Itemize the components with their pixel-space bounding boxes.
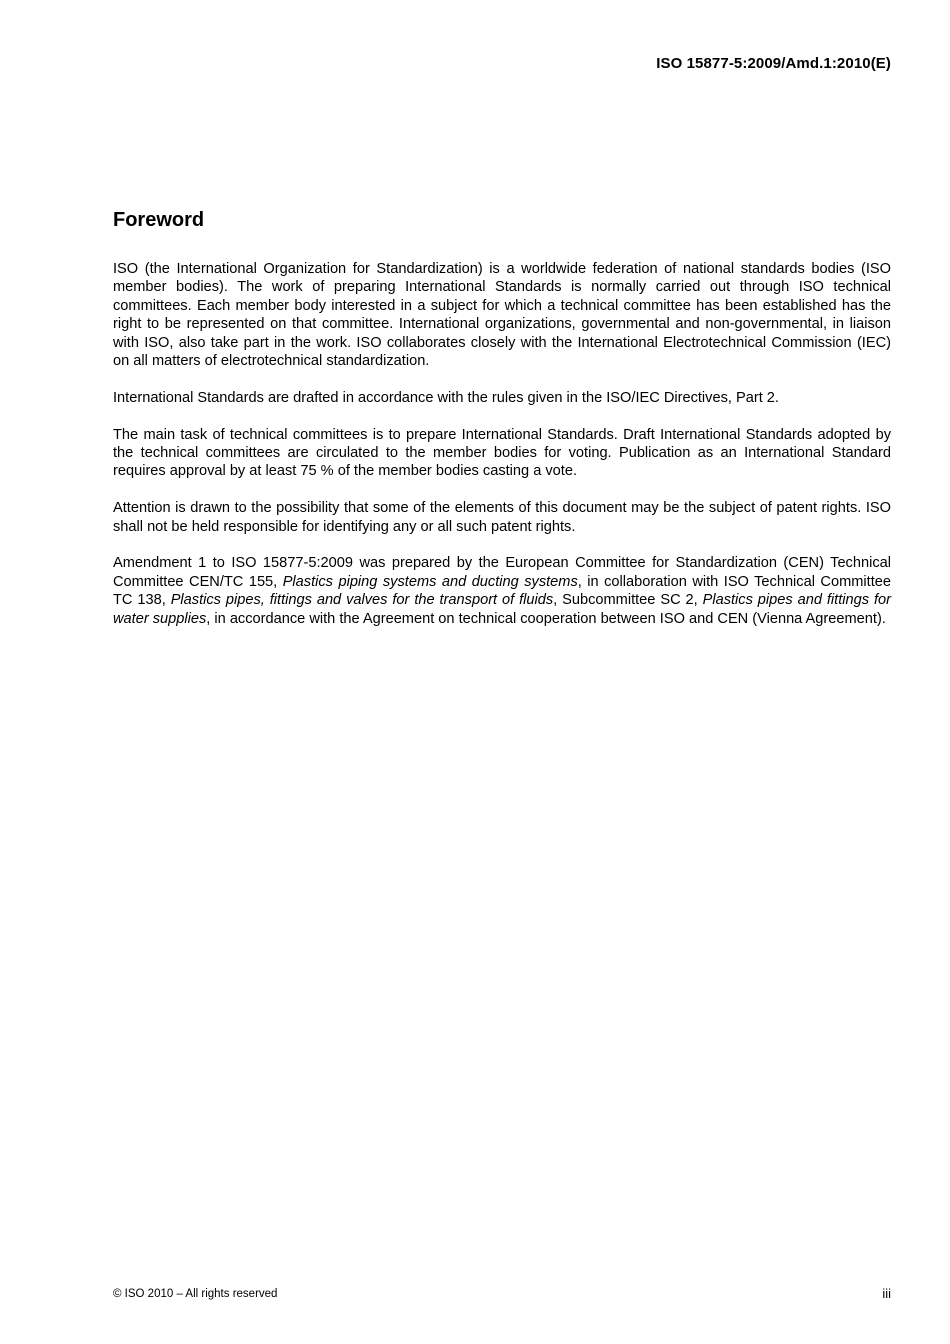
amendment-text-3: , Subcommittee SC 2, <box>553 592 703 609</box>
paragraph-amendment-prep <box>113 554 891 628</box>
amendment-text-2: , in collaboration with ISO Technical Committee TC 138, <box>113 573 891 609</box>
subcommittee-title: Plastics pipes and fittings for water supplies <box>113 592 891 627</box>
paragraph-patent-rights: Attention is drawn to the possibility that some of the elements of this document may be the subject of patent rights. ISO shall not be held responsible for identifying any or all such patent rights. <box>113 500 891 535</box>
foreword-heading: Foreword <box>113 209 205 231</box>
paragraph-directives: International Standards are drafted in accordance with the rules given in the ISO/IEC Directives, Part 2. <box>113 389 779 406</box>
paragraph-iso-intro: ISO (the International Organization for Standardization) is a worldwide federation of national standards bodies (ISO member bodies). The work of preparing International Standards is normally carried out through ISO technical committees. Each member body interested in a subject for which a technical committee has been established has the right to be represented on that committee. International organizations, governmental and non-governmental, in liaison with ISO, also take part in the work. ISO collaborates closely with the International Electrotechnical Commission (IEC) on all matters of electrotechnical standardization. <box>113 261 891 370</box>
amendment-text-1: Amendment 1 to ISO 15877-5:2009 was prepared by the European Committee for Standardization (CEN) Technical Committee CEN/TC 155, <box>113 555 891 590</box>
page-number: iii <box>882 1286 891 1301</box>
copyright-notice: © ISO 2010 – All rights reserved <box>113 1288 278 1300</box>
foreword-body <box>113 260 891 646</box>
committee-title-cen: Plastics piping systems and ducting systems <box>282 573 578 590</box>
amendment-text-4: , in accordance with the Agreement on technical cooperation between ISO and CEN (Vienna Agreement). <box>206 610 886 627</box>
document-identifier: ISO 15877-5:2009/Amd.1:2010(E) <box>656 55 891 72</box>
paragraph-committee-task: The main task of technical committees is to prepare International Standards. Draft International Standards adopted by the technical committees are circulated to the member bodies for voting. Publication as an International Standard requires approval by at least 75 % of the member bodies casting a vote. <box>113 426 891 480</box>
committee-title-iso: Plastics pipes, fittings and valves for the transport of fluids <box>170 592 554 609</box>
